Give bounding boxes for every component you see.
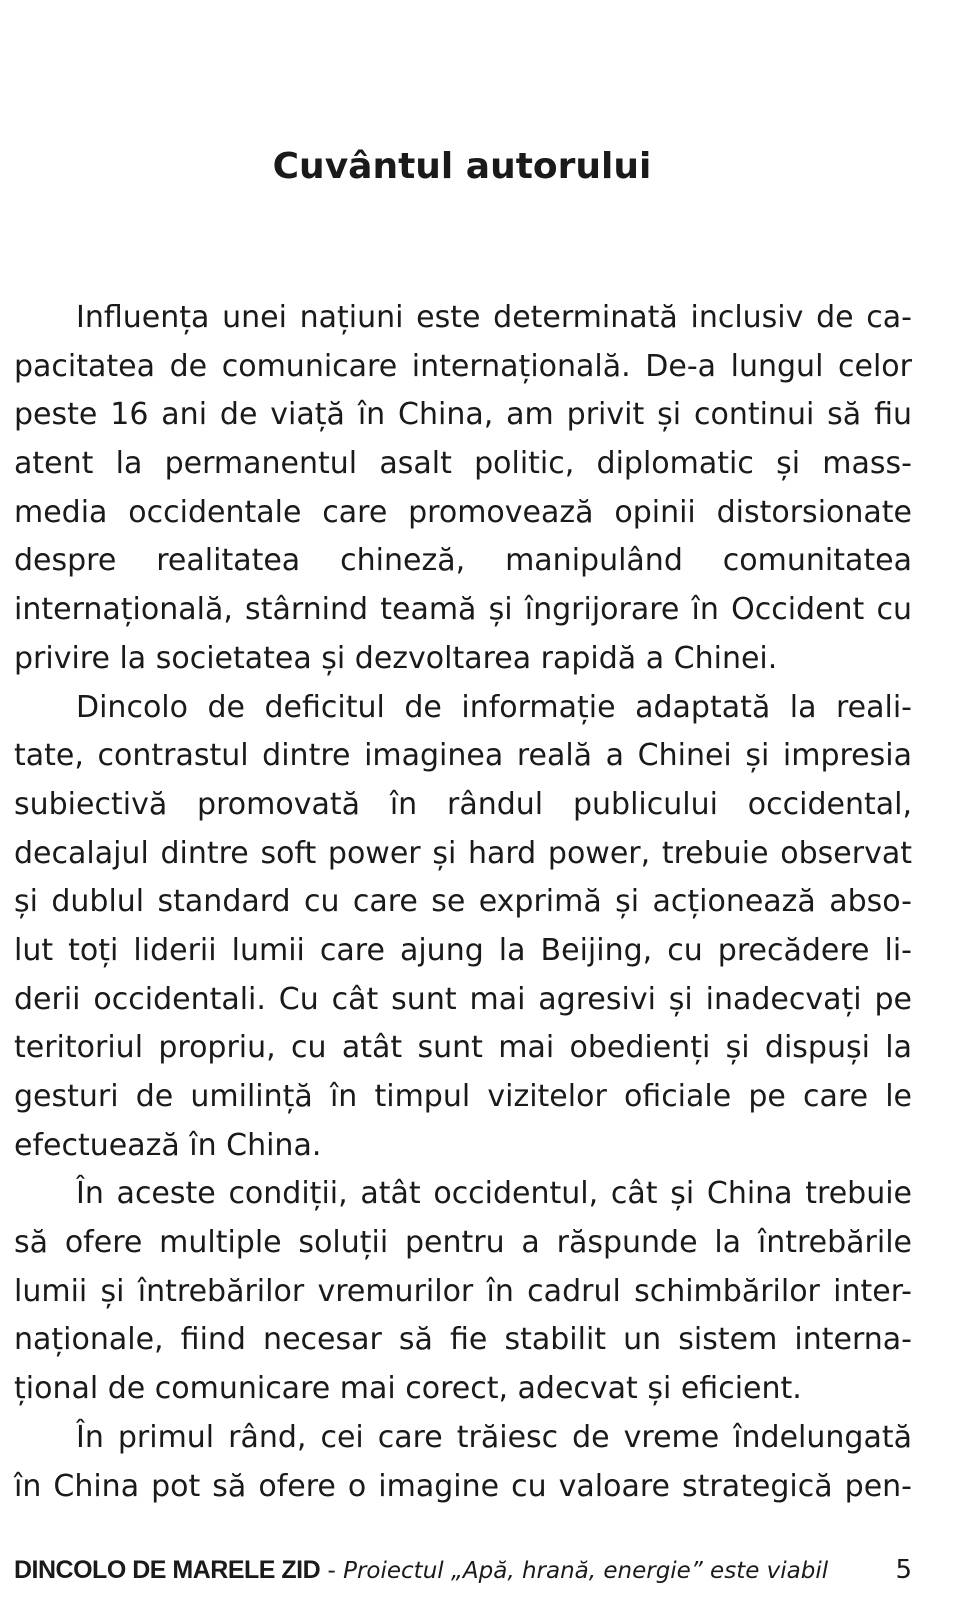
text-line: țional de comunicare mai corect, adecvat și eficient. bbox=[14, 1371, 802, 1407]
text-line: media occidentale care promovează opinii distorsionate bbox=[14, 494, 912, 530]
text-line: și dublul standard cu care se exprimă și acționează abso- bbox=[14, 884, 912, 920]
text-line: lumii și întrebărilor vremurilor în cadrul schimbărilor inter- bbox=[14, 1273, 912, 1309]
text-line: tate, contrastul dintre imaginea reală a Chinei și impresia bbox=[14, 738, 912, 774]
text-line: peste 16 ani de viață în China, am privit și continui să fiu bbox=[14, 397, 912, 433]
text-line: internațională, stârnind teamă și îngrijorare în Occident cu bbox=[14, 592, 912, 628]
text-line: Dincolo de deficitul de informație adaptată la reali- bbox=[76, 689, 912, 725]
text-line: decalajul dintre soft power și hard power, trebuie observat bbox=[14, 835, 912, 871]
text-line: În primul rând, cei care trăiesc de vreme îndelungată bbox=[76, 1419, 912, 1455]
text-line: privire la societatea și dezvoltarea rapidă a Chinei. bbox=[14, 640, 778, 676]
text-line: gesturi de umilință în timpul vizitelor oficiale pe care le bbox=[14, 1079, 912, 1114]
page-footer bbox=[14, 1550, 912, 1590]
text-line: naționale, fiind necesar să fie stabilit un sistem interna- bbox=[14, 1322, 912, 1358]
page-title: Cuvântul autorului bbox=[272, 146, 652, 187]
text-line: despre realitatea chineză, manipulând comunitatea bbox=[14, 543, 912, 579]
text-line: lut toți liderii lumii care ajung la Beijing, cu precădere li- bbox=[14, 932, 912, 968]
text-line: pacitatea de comunicare internațională. De-a lungul celor bbox=[14, 348, 912, 384]
footer-separator: - bbox=[320, 1558, 344, 1584]
text-line: teritoriul propriu, cu atât sunt mai obedienți și dispuși la bbox=[14, 1030, 912, 1066]
text-line: atent la permanentul asalt politic, diplomatic și mass- bbox=[14, 446, 912, 482]
text-line: derii occidentali. Cu cât sunt mai agresivi și inadecvați pe bbox=[14, 981, 912, 1017]
text-line: În aceste condiții, atât occidentul, cât și China trebuie bbox=[76, 1176, 912, 1212]
text-line: efectuează în China. bbox=[14, 1127, 322, 1163]
footer-book-title: DINCOLO DE MARELE ZID bbox=[14, 1556, 321, 1584]
body-text bbox=[14, 294, 912, 1511]
text-line: în China pot să ofere o imagine cu valoare strategică pen- bbox=[14, 1468, 912, 1504]
text-line: să ofere multiple soluții pentru a răspunde la întrebările bbox=[14, 1225, 912, 1261]
text-line: subiectivă promovată în rândul publicului occidental, bbox=[14, 786, 912, 822]
text-line: Influența unei națiuni este determinată inclusiv de ca- bbox=[76, 300, 912, 335]
footer-subtitle: Proiectul „Apă, hrană, energie” este viabil bbox=[343, 1558, 829, 1584]
page-number: 5 bbox=[895, 1555, 912, 1585]
